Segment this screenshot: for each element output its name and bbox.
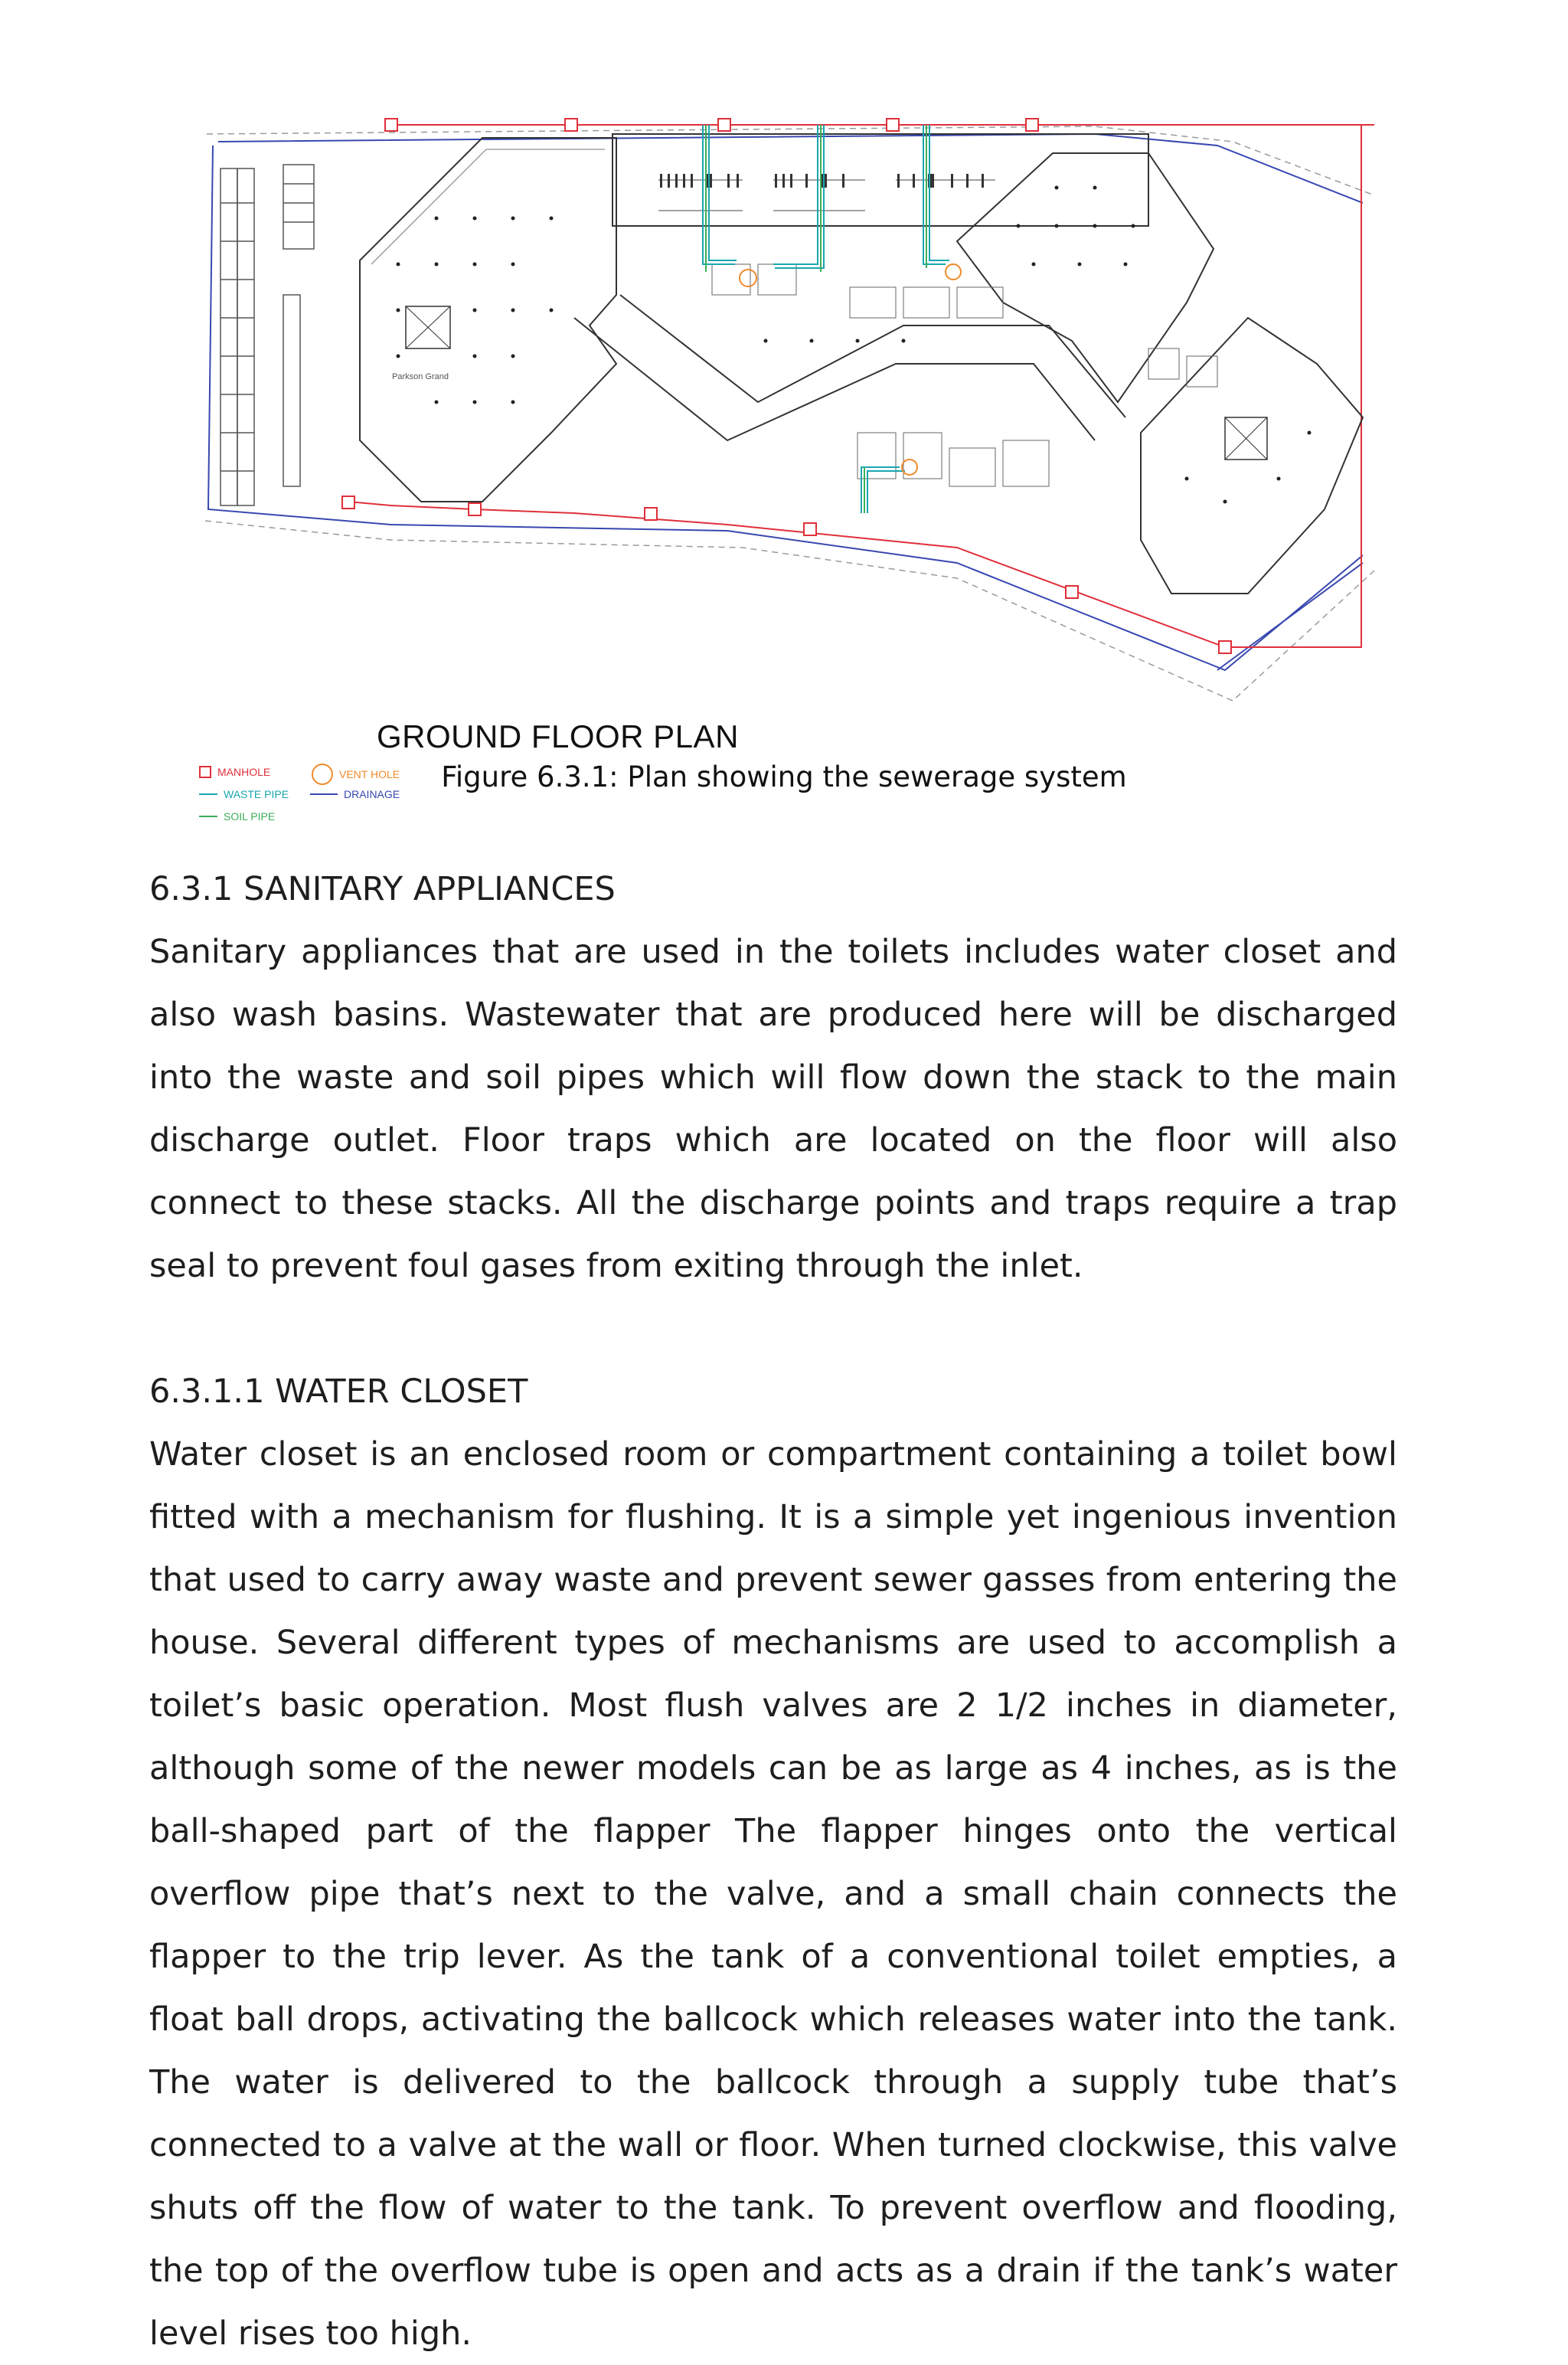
section-paragraph: Water closet is an enclosed room or compartment containing a toilet bowl fitted with a mechanism for flushing. It is a simple yet ingenious invention that used to carry away waste and prevent sewer gasses from entering the house. Several different types of mechanisms are used to accomplish a toilet’s basic operation. Most flush valves are 2 1/2 inches in diameter, although some of the newer models can be as large as 4 inches, as is the ball-shaped part of the flapper The flapper hinges onto the vertical overflow pipe that’s next to the valve, and a small chain connects the flapper to the trip lever. As the tank of a conventional toilet empties, a float ball drops, activating the ballcock which releases water into the tank. The water is delivered to the ballcock through a supply tube that’s connected to a valve at the wall or floor. When turned clockwise, this valve shuts off the flow of water to the tank. To prevent overflow and flooding, the top of the overflow tube is open and acts as a drain if the tank’s water level rises too high.	[149, 1435, 1397, 2353]
document-body	[149, 858, 1397, 2365]
plan-title: GROUND FLOOR PLAN	[377, 718, 739, 754]
legend-manhole: MANHOLE	[199, 766, 270, 778]
soil-pipe-icon	[199, 816, 217, 817]
legend-waste-pipe: WASTE PIPE	[199, 788, 289, 800]
legend-drainage: DRAINAGE	[310, 788, 400, 800]
section-heading: 6.3.1.1 WATER CLOSET	[149, 1372, 528, 1411]
section-heading: 6.3.1 SANITARY APPLIANCES	[149, 870, 616, 908]
section-paragraph: Sanitary appliances that are used in the toilets includes water closet and also wash basins. Wastewater that are produced here will be discharged into the waste and soil pipes which will flow down the stack to the main discharge outlet. Floor traps which are located on the floor will also connect to these stacks. All the discharge points and traps require a trap seal to prevent foul gases from exiting through the inlet.	[149, 933, 1397, 1285]
paragraph-gap	[149, 1297, 1397, 1360]
floor-plan-drawing	[191, 111, 1378, 724]
legend-vent-hole: VENT HOLE	[312, 764, 400, 785]
figure-caption: Figure 6.3.1: Plan showing the sewerage system	[441, 761, 1127, 793]
legend-soil-pipe: SOIL PIPE	[199, 810, 275, 823]
parkson-label: Parkson Grand	[392, 372, 449, 381]
waste-pipe-icon	[199, 793, 217, 795]
drainage-icon	[310, 793, 338, 795]
